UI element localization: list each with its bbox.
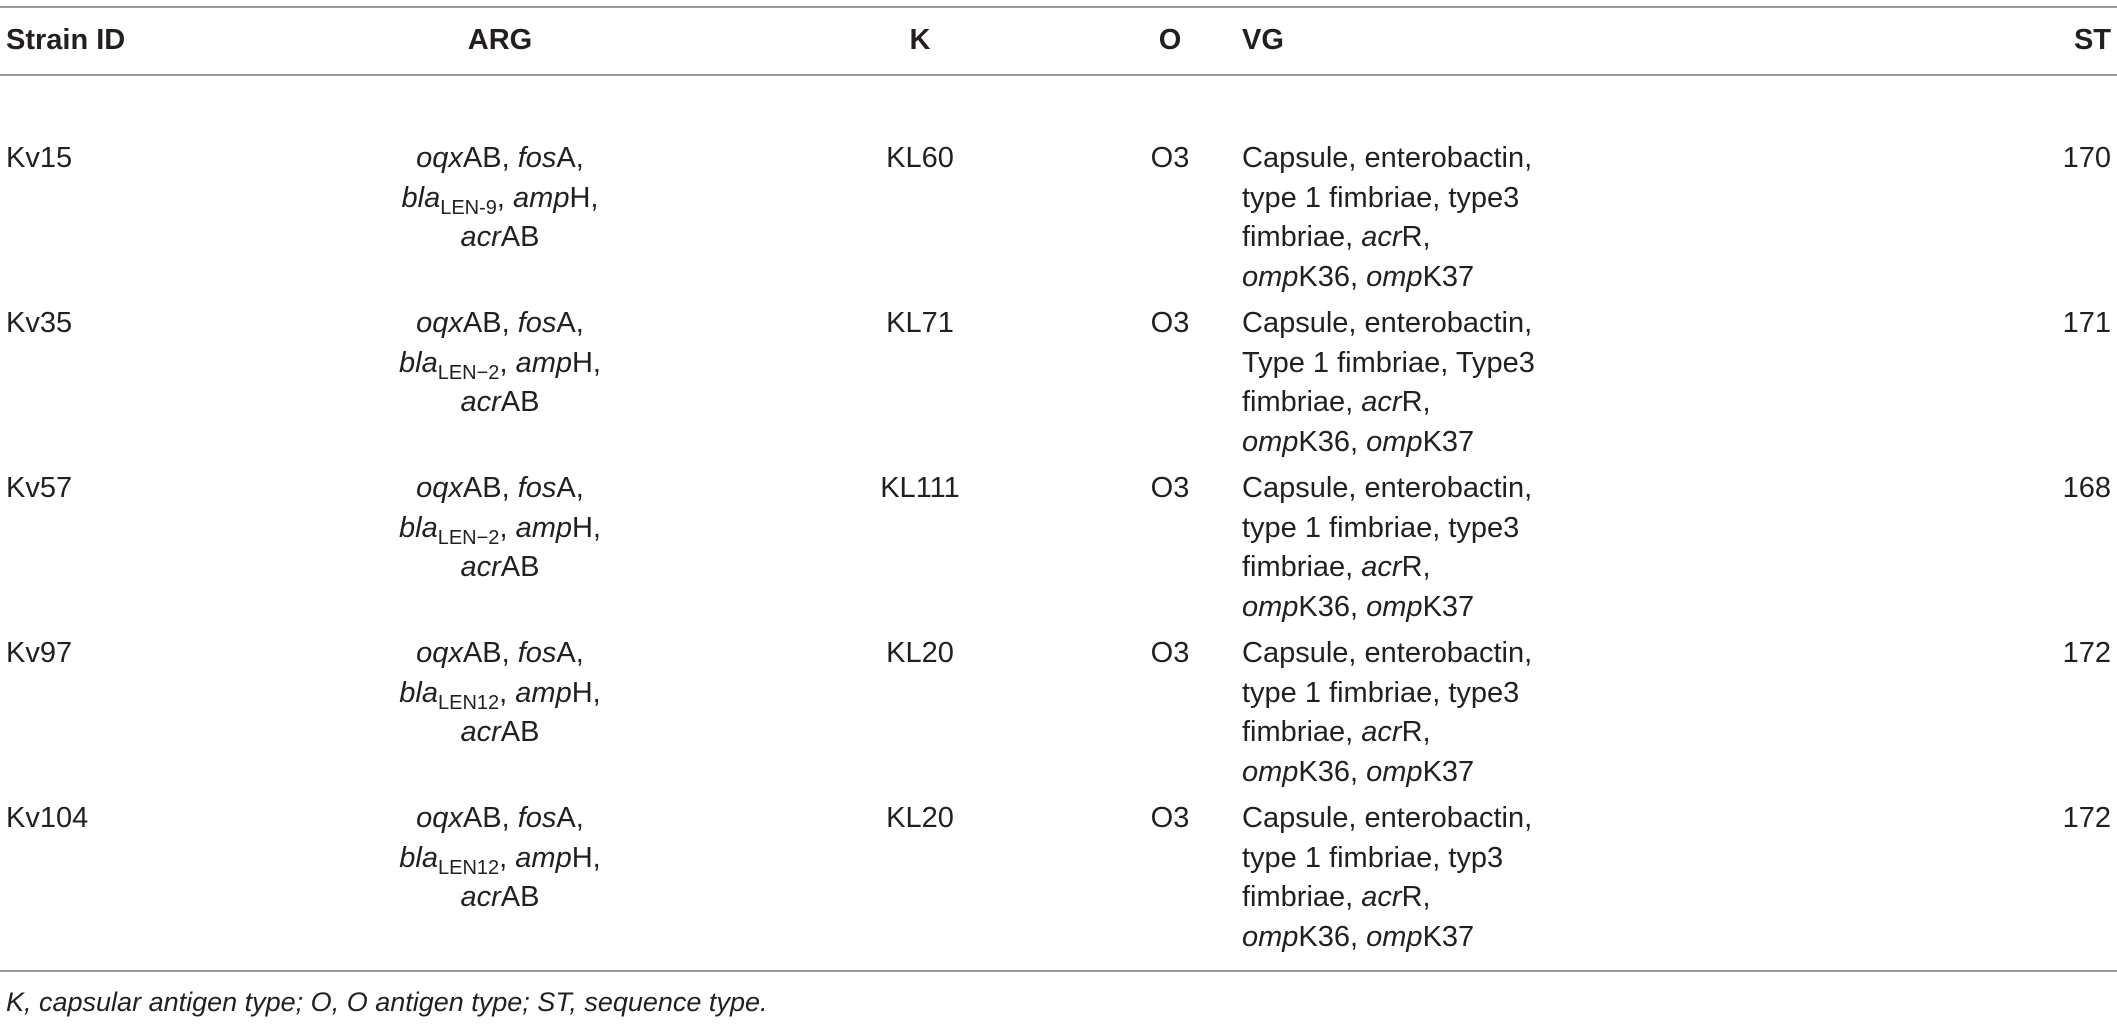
cell-strain-id: Kv97 (6, 637, 73, 669)
cell-arg: oqxAB, fosA, bla$_{LEN-2}$, ampH, acrAB (399, 307, 601, 418)
cell-o: O3 (1150, 142, 1190, 174)
header-o: O (1158, 24, 1182, 57)
cell-st: 172 (2062, 802, 2111, 834)
header-k: K (909, 24, 931, 57)
cell-o: O3 (1150, 472, 1190, 504)
cell-o: O3 (1150, 637, 1190, 669)
header-arg: ARG (467, 24, 533, 57)
cell-k: KL71 (886, 307, 954, 339)
cell-st: 172 (2062, 637, 2111, 669)
cell-o: O3 (1150, 307, 1190, 339)
cell-k: KL20 (886, 802, 954, 834)
table-row (0, 634, 2117, 799)
table-spacer-row (0, 75, 2117, 139)
table-row (0, 799, 2117, 971)
cell-vg: Capsule, enterobactin, type 1 fimbriae, type3 fimbriae, acrR, ompK36, ompK37 (1242, 637, 1533, 788)
cell-k: KL20 (886, 637, 954, 669)
cell-arg: oqxAB, fosA, bla$_{LEN-2}$, ampH, acrAB (399, 472, 601, 583)
cell-arg: oqxAB, fosA, bla$_{LEN-9}$, ampH, acrAB (401, 142, 599, 253)
cell-strain-id: Kv104 (6, 802, 89, 834)
table-row (0, 469, 2117, 634)
cell-vg: Capsule, enterobactin, type 1 fimbriae, typ3 fimbriae, acrR, ompK36, ompK37 (1242, 802, 1533, 953)
strain-table-container (0, 6, 2117, 972)
header-st: ST (2073, 24, 2111, 57)
cell-k: KL111 (880, 472, 960, 504)
header-vg: VG (1242, 24, 1284, 57)
cell-st: 170 (2062, 142, 2111, 174)
table-header-row (0, 7, 2117, 75)
cell-st: 171 (2062, 307, 2111, 339)
cell-arg: oqxAB, fosA, bla$_{LEN12}$, ampH, acrAB (399, 637, 601, 748)
cell-vg: Capsule, enterobactin, type 1 fimbriae, type3 fimbriae, acrR, ompK36, ompK37 (1242, 142, 1533, 293)
cell-strain-id: Kv15 (6, 142, 73, 174)
cell-vg: Capsule, enterobactin, type 1 fimbriae, type3 fimbriae, acrR, ompK36, ompK37 (1242, 472, 1533, 623)
cell-o: O3 (1150, 802, 1190, 834)
cell-st: 168 (2062, 472, 2111, 504)
strain-table (0, 6, 2117, 972)
table-row (0, 304, 2117, 469)
table-footnote: K, capsular antigen type; O, O antigen type; ST, sequence type. (6, 987, 768, 1017)
cell-vg: Capsule, enterobactin, Type 1 fimbriae, Type3 fimbriae, acrR, ompK36, ompK37 (1242, 307, 1535, 458)
cell-strain-id: Kv35 (6, 307, 73, 339)
table-row (0, 139, 2117, 304)
cell-arg: oqxAB, fosA, bla$_{LEN12}$, ampH, acrAB (399, 802, 601, 913)
header-strain-id: Strain ID (6, 24, 126, 57)
cell-k: KL60 (886, 142, 954, 174)
cell-strain-id: Kv57 (6, 472, 73, 504)
